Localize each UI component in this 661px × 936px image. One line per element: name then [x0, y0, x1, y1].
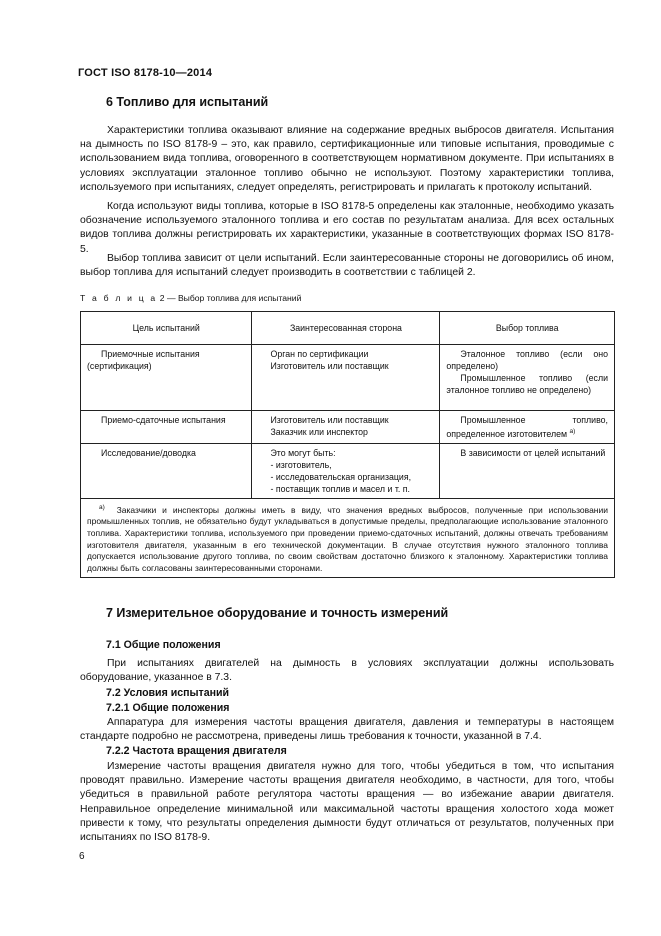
section-6-heading: 6 Топливо для испытаний [106, 95, 269, 109]
table-cell [81, 411, 252, 444]
subsection-7-2-1-heading: 7.2.1 Общие положения [106, 702, 230, 714]
page-number: 6 [79, 851, 85, 862]
section-7-heading: 7 Измерительное оборудование и точность измерений [106, 606, 449, 620]
cell-text-main: Промышленное топливо, определенное изготовителем [446, 415, 608, 439]
table-header-cell: Заинтересованная сторона [252, 312, 440, 345]
cell-text: Приемочные испытания (сертификация) [87, 349, 200, 371]
cell-text: Промышленное топливо (если эталонное топливо не определено) [446, 373, 608, 395]
table-caption-prefix: Т а б л и ц а [80, 293, 158, 303]
table-row [81, 411, 615, 444]
table-footnote-row [81, 498, 615, 577]
table-row [81, 345, 615, 411]
list-item: - исследовательская организация, [270, 471, 412, 482]
subsection-7-2-2-text: Измерение частоты вращения двигателя нужно для того, чтобы убедиться в том, что испытания проводят правильно. Измерение частоты вращения двигателя необходимо, в частности, для того, чтобы убедиться в правильной работе регулятора частоты вращения — во избежание аварии двигателя. Неправильное определение минимальной или максимальной частоты вращения холостого хода может привести к тому, что результаты определения дымности будут отличаться от результатов, полученных при испытаниях по ISO 8178-9. [80, 761, 614, 844]
table-cell [252, 411, 440, 444]
cell-text: Заказчик или инспектор [270, 427, 368, 437]
table-cell [81, 345, 252, 411]
cell-text: В зависимости от целей испытаний [460, 447, 606, 458]
table-caption-title: 2 — Выбор топлива для испытаний [157, 293, 302, 303]
cell-text: Это могут быть: [270, 447, 336, 458]
cell-text: Приемо-сдаточные испытания [101, 415, 226, 425]
cell-text: Изготовитель или поставщик [270, 361, 389, 371]
table-cell [252, 345, 440, 411]
subsection-7-2-1-text: Аппаратура для измерения частоты вращения двигателя, давления и температуры в настоящем стандарте подробно не рассмотрена, приведены лишь требования к точности, указанной в 7.4. [80, 717, 614, 743]
footnote-text [87, 502, 608, 574]
list-item: - поставщик топлив и масел и т. п. [270, 483, 410, 494]
table-cell [440, 411, 615, 444]
fuel-selection-table [80, 311, 615, 578]
subsection-7-1-text: При испытаниях двигателей на дымность в условиях эксплуатации должны использовать оборудование, указанное в 7.3. [80, 658, 614, 684]
table-cell [440, 345, 615, 411]
table-cell [440, 443, 615, 498]
list-item: - изготовитель, [270, 459, 332, 470]
footnote-mark: а) [99, 503, 105, 511]
table-caption [80, 293, 301, 303]
table-header-row [81, 312, 615, 345]
section-6-paragraph-1: Характеристики топлива оказывают влияние на содержание вредных выбросов двигателя. Испытания на дымность по ISO 8178-9 – это, как правило, сертификационные или типовые испытания, проводимые с использованием вида топлива, оговоренного в соответствующем нормативном документе. При испытаниях в условиях эксплуатации эталонное топливо обычно не используют. Поэтому характеристики топлива, используемого при испытаниях, следует определять, регистрировать и прилагать к протоколу испытаний. [80, 125, 614, 193]
cell-text: Исследование/доводка [101, 447, 196, 458]
cell-text: Изготовитель или поставщик [270, 415, 389, 425]
table-cell [252, 443, 440, 498]
subsection-7-1-heading: 7.1 Общие положения [106, 639, 221, 651]
table-footnote [81, 498, 615, 577]
document-header: ГОСТ ISO 8178-10—2014 [78, 67, 213, 79]
section-6-paragraph-2: Когда используют виды топлива, которые в ISO 8178-5 определены как эталонные, необходимо указать обозначение используемого эталонного топлива и его состав по результатам анализа. Для всех остальных видов топлива должны регистрировать их характеристики, указанные в соответствующих формах ISO 8178-5. [80, 201, 614, 255]
table-cell [81, 443, 252, 498]
subsection-7-2-2-heading: 7.2.2 Частота вращения двигателя [106, 745, 287, 757]
subsection-7-2-heading: 7.2 Условия испытаний [106, 687, 230, 699]
cell-text: Эталонное топливо (если оно определено) [446, 349, 608, 371]
table-header-cell: Цель испытаний [81, 312, 252, 345]
table-row [81, 443, 615, 498]
footnote-ref: а) [569, 428, 576, 435]
footnote-body: Заказчики и инспекторы должны иметь в виду, что значения вредных выбросов, полученные при использовании промышленных топлив, не обязательно будут укладываться в допустимые пределы, предполагающие использование эталонного топлива. Характеристики топлива, используемого при проведении приемо-сдаточных испытаний, должны отвечать требованиям изготовителя двигателя, указанным в его технической документации. В случае отсутствия нужного эталонного топлива допускается использование другого топлива, по своим свойствам достаточно близкого к эталонному. Характеристики топлива должны быть согласованы заинтересованными сторонами. [87, 504, 608, 573]
table-header-cell: Выбор топлива [440, 312, 615, 345]
cell-text: Орган по сертификации [270, 349, 369, 359]
section-6-paragraph-3: Выбор топлива зависит от цели испытаний. Если заинтересованные стороны не договорились об ином, выбор топлива для испытаний следует производить в соответствии с таблицей 2. [80, 253, 614, 279]
cell-text [446, 414, 608, 440]
